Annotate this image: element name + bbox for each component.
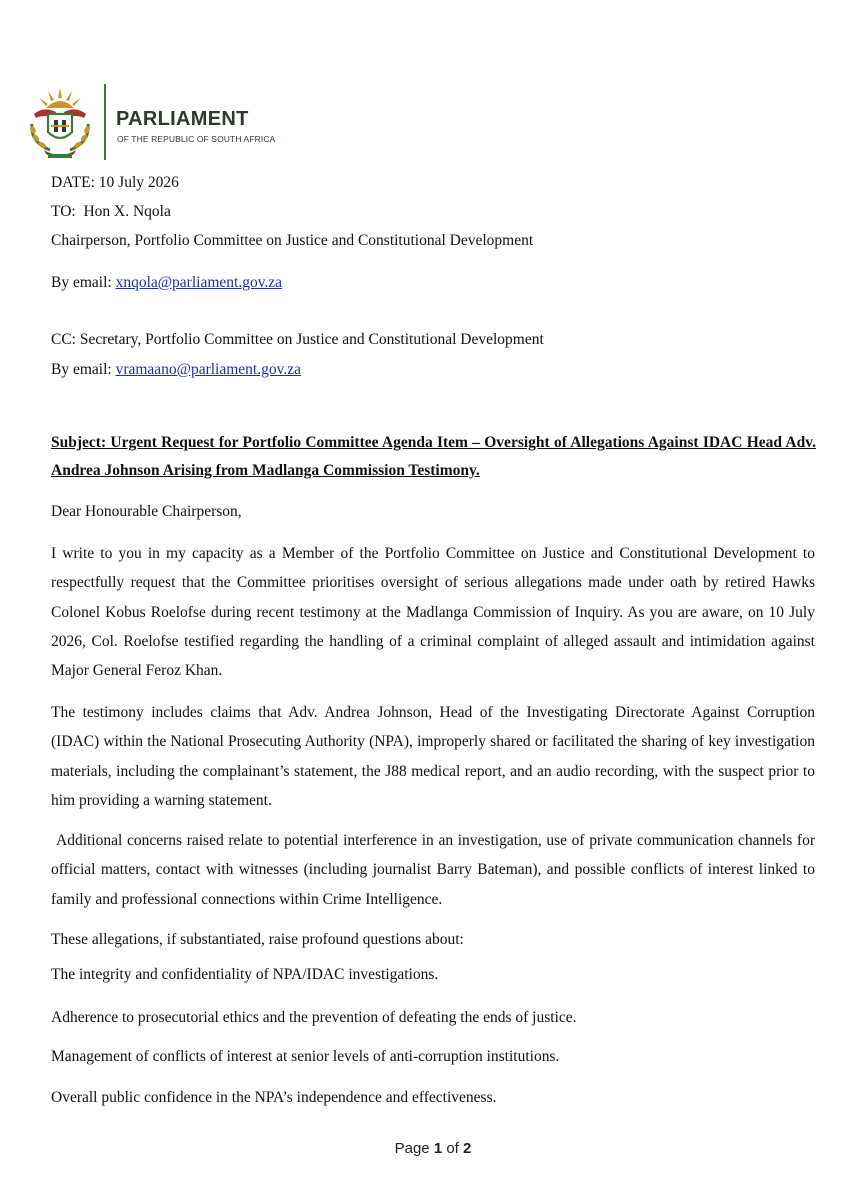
page-footer — [0, 1140, 866, 1157]
letterhead — [24, 82, 324, 162]
email-label: By email: — [51, 274, 112, 291]
letterhead-divider — [104, 84, 106, 160]
letterhead-name: PARLIAMENT — [116, 108, 249, 130]
subject-line: Subject: Urgent Request for Portfolio Committee Agenda Item – Oversight of Allegations Against IDAC Head Adv. Andrea Johnson Arising from Madlanga Commission Testimony. — [51, 434, 816, 479]
date-value: 10 July 2026 — [98, 174, 179, 191]
cc-email-label: By email: — [51, 361, 112, 378]
body-paragraph-1: I write to you in my capacity as a Member of the Portfolio Committee on Justice and Constitutional Development to respectfully request that the Committee prioritises oversight of serious allegations made under oath by retired Hawks Colonel Kobus Roelofse during recent testimony at the Madlanga Commission of Inquiry. As you are aware, on 10 July 2026, Col. Roelofse testified regarding the handling of a criminal complaint of alleged assault and intimidation against Major General Feroz Khan. — [51, 545, 815, 680]
cc-email-line — [51, 361, 301, 379]
salutation: Dear Honourable Chairperson, — [51, 503, 242, 520]
cc-email-link[interactable]: vramaano@parliament.gov.za — [115, 361, 301, 378]
question-item-3: Management of conflicts of interest at senior levels of anti-corruption institutions. — [51, 1048, 560, 1065]
page-current: 1 — [433, 1140, 443, 1157]
body-paragraph-2: The testimony includes claims that Adv. Andrea Johnson, Head of the Investigating Directorate Against Corruption (IDAC) within the National Prosecuting Authority (NPA), improperly shared or facilitated the sharing of key investigation materials, including the complainant’s statement, the J88 medical report, and an audio recording, with the suspect prior to him providing a warning statement. — [51, 704, 815, 809]
to-email-line — [51, 274, 282, 292]
to-line — [51, 203, 171, 221]
recipient-title: Chairperson, Portfolio Committee on Justice and Constitutional Development — [51, 232, 534, 249]
to-recipient: Hon X. Nqola — [83, 203, 171, 220]
question-item-2: Adherence to prosecutorial ethics and the prevention of defeating the ends of justice. — [51, 1009, 577, 1026]
page-total: 2 — [463, 1140, 472, 1157]
letterhead-subtitle: OF THE REPUBLIC OF SOUTH AFRICA — [117, 134, 276, 144]
page-label: Page — [394, 1140, 430, 1157]
body-paragraph-3: Additional concerns raised relate to potential interference in an investigation, use of private communication channels for official matters, contact with witnesses (including journalist Barry Bateman), and possible conflicts of interest linked to family and professional connections within Crime Intelligence. — [51, 832, 815, 908]
to-label: TO: — [51, 203, 76, 220]
cc-line: CC: Secretary, Portfolio Committee on Justice and Constitutional Development — [51, 331, 544, 348]
page-of-label: of — [446, 1140, 459, 1157]
question-item-1: The integrity and confidentiality of NPA/IDAC investigations. — [51, 966, 439, 983]
coat-of-arms-logo — [24, 84, 96, 160]
to-email-link[interactable]: xnqola@parliament.gov.za — [115, 274, 283, 291]
date-label: DATE: — [51, 174, 95, 191]
date-line — [51, 174, 179, 192]
question-item-4: Overall public confidence in the NPA’s independence and effectiveness. — [51, 1089, 497, 1106]
questions-intro: These allegations, if substantiated, raise profound questions about: — [51, 931, 464, 948]
